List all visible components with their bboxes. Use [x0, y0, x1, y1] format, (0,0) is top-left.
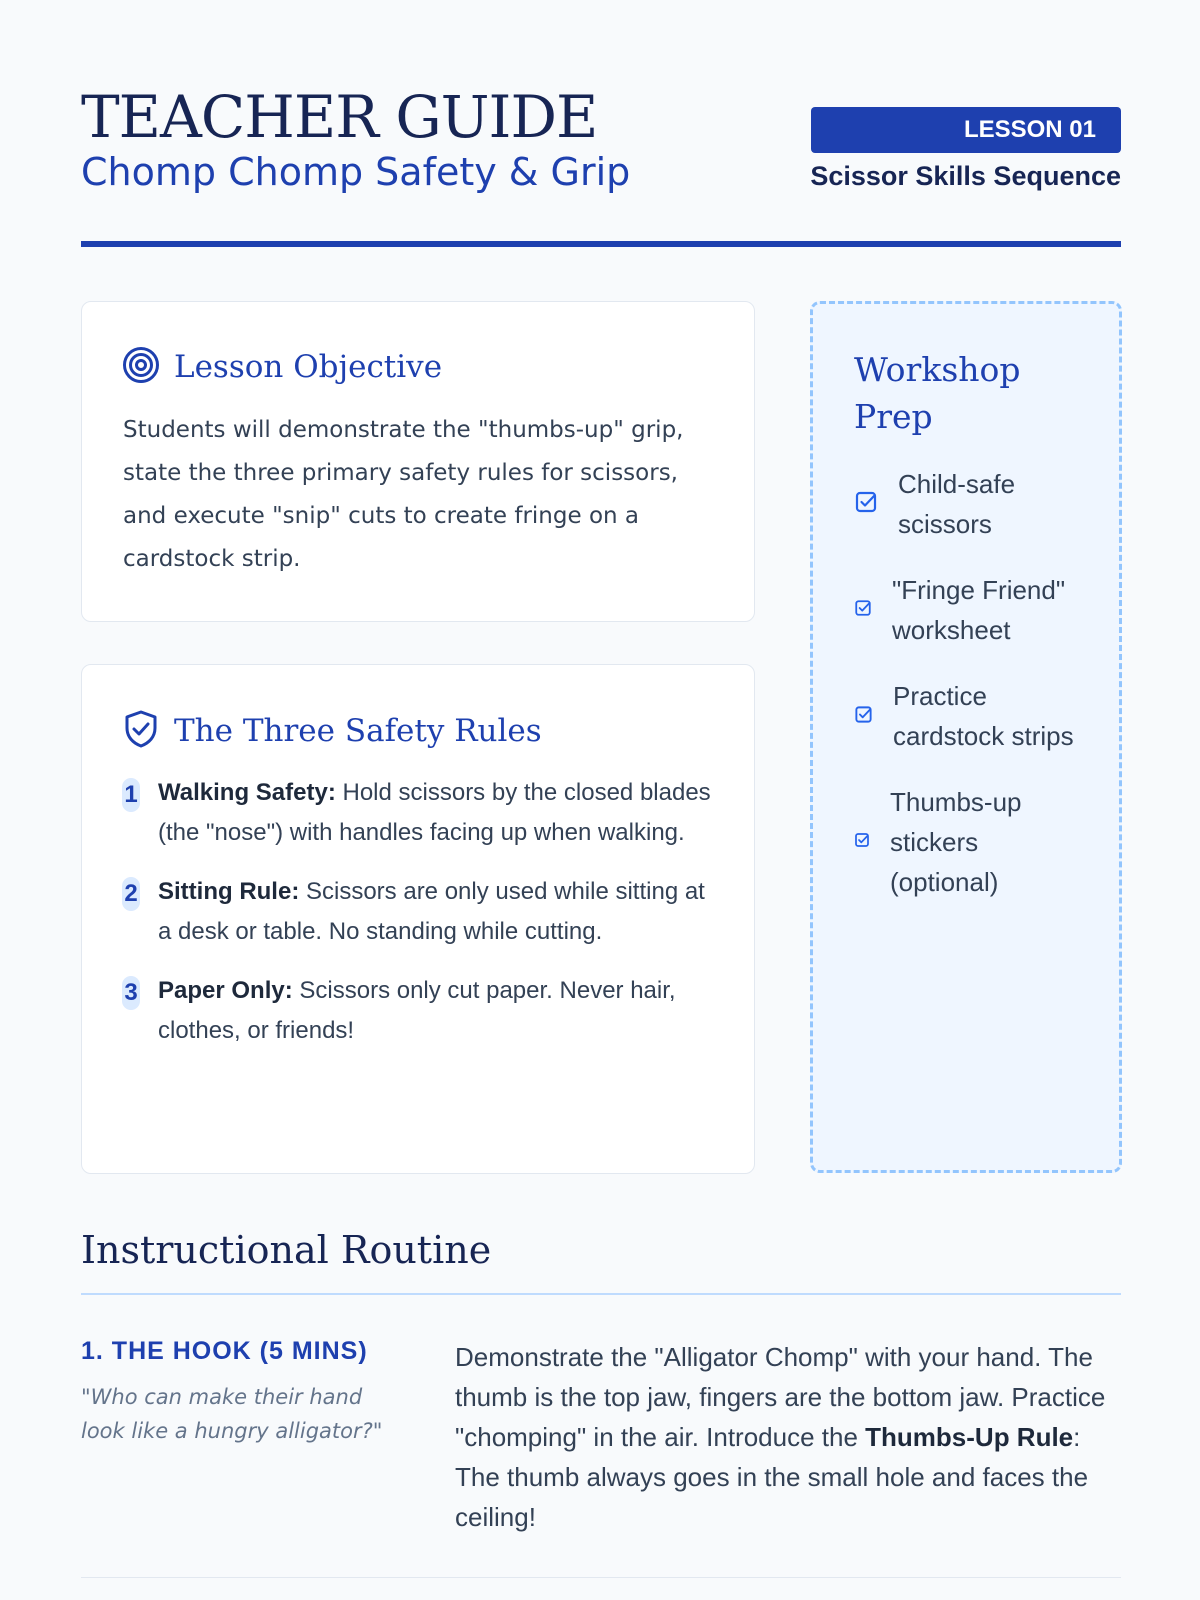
step-body-end: : The thumb always goes in the small hole and faces the ceiling! [455, 1422, 1089, 1532]
prep-item-label: Child-safe scissors [898, 469, 1016, 539]
routine-title: Instructional Routine [81, 1228, 492, 1272]
shield-check-icon [122, 709, 160, 753]
rule-number: 2 [122, 877, 140, 911]
rule-text: Scissors only cut paper. Never hair, clothes, or friends! [158, 977, 676, 1044]
rule-number: 1 [122, 778, 140, 812]
objective-text: Students will demonstrate the "thumbs-up" grip, state the three primary safety rules for scissors, and execute "snip" cuts to create fringe on a cardstock strip. [123, 417, 684, 572]
target-icon [122, 346, 160, 388]
rule-label: Walking Safety: [158, 779, 336, 806]
rule-text: Hold scissors by the closed blades (the "nose") with handles facing up when walking. [158, 779, 711, 846]
rule-number: 3 [122, 976, 140, 1010]
checkbox-icon [854, 832, 870, 852]
prep-item-label: Thumbs-up stickers (optional) [890, 787, 1022, 897]
safety-rules-card [81, 664, 755, 1174]
objective-heading [122, 346, 442, 388]
lesson-badge: LESSON 01 [811, 107, 1121, 153]
safety-rules-list [122, 773, 712, 1070]
rule-label: Paper Only: [158, 977, 293, 1004]
prep-item-label: Practice cardstock strips [893, 681, 1074, 751]
safety-title: The Three Safety Rules [174, 713, 542, 749]
workshop-prep-panel [810, 301, 1122, 1173]
series-label: Scissor Skills Sequence [810, 161, 1121, 191]
rule-text: Scissors are only used while sitting at a desk or table. No standing while cutting. [158, 878, 705, 945]
safety-heading [122, 709, 542, 753]
prep-item [854, 676, 1084, 756]
step-title: 1. THE HOOK (5 MINS) [81, 1337, 368, 1365]
prep-item [854, 782, 1084, 902]
step-quote: "Who can make their hand look like a hungry alligator?" [81, 1385, 383, 1443]
prep-item [854, 570, 1084, 650]
safety-rule [122, 773, 712, 853]
section-divider [81, 1577, 1121, 1578]
objective-card [81, 301, 755, 622]
routine-divider [81, 1293, 1121, 1295]
page-subtitle: Chomp Chomp Safety & Grip [81, 150, 631, 194]
objective-title: Lesson Objective [174, 349, 443, 385]
checkbox-icon [854, 599, 872, 621]
rule-label: Sitting Rule: [158, 878, 300, 905]
prep-item [854, 464, 1084, 544]
step-body-intro: Demonstrate the "Alligator Chomp" with your hand. The thumb is the top jaw, fingers are the bottom jaw. Practice "chomping" in the air. Introduce the [455, 1342, 1106, 1452]
page-title: TEACHER GUIDE [81, 83, 598, 151]
step-body [455, 1337, 1123, 1537]
checkbox-icon [854, 705, 873, 728]
header-divider [81, 241, 1121, 247]
prep-checklist [854, 464, 1084, 928]
safety-rule [122, 872, 712, 952]
page-header [81, 84, 1121, 244]
step-body-highlight: Thumbs-Up Rule [865, 1422, 1074, 1452]
prep-title: Workshop Prep [854, 350, 1021, 436]
prep-item-label: "Fringe Friend" worksheet [892, 575, 1066, 645]
checkbox-icon [854, 490, 878, 518]
safety-rule [122, 971, 712, 1051]
